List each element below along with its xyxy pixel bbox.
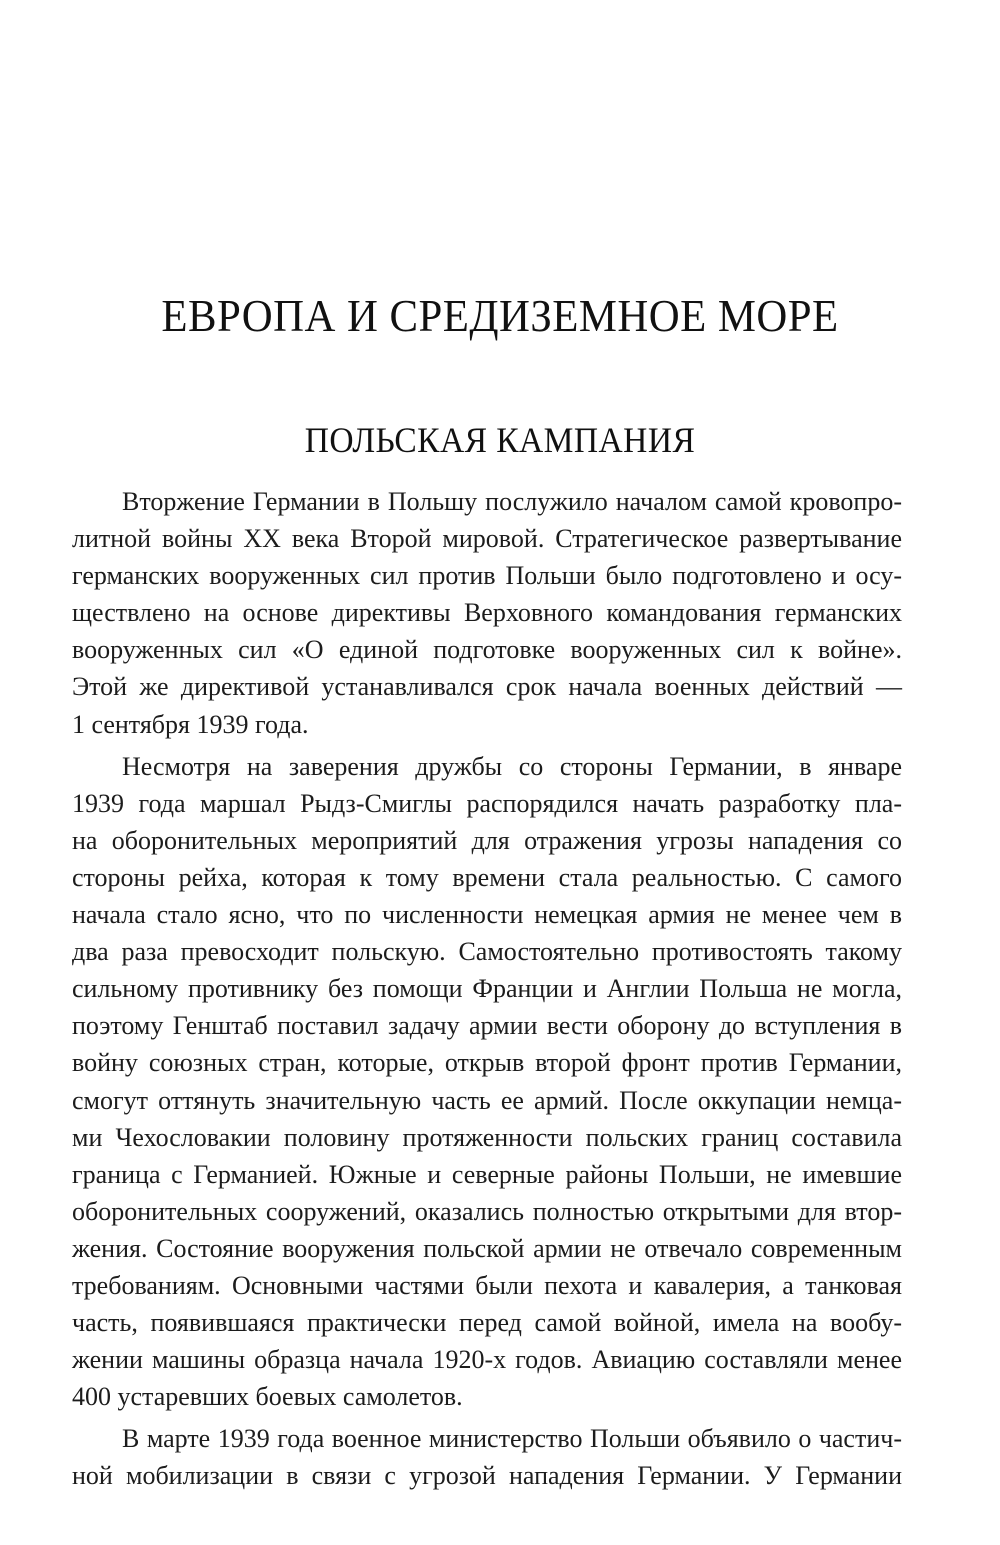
text-line: 1 сентября 1939 года. — [72, 709, 309, 739]
text-line: граница с Германией. Южные и северные районы Польши, не имевшие — [72, 1159, 902, 1189]
text-line: поэтому Генштаб поставил задачу армии вести оборону до вступления в — [72, 1011, 902, 1041]
body-text — [72, 483, 902, 1495]
text-line: ми Чехословакии половину протяженности польских границ составила — [72, 1122, 902, 1152]
text-line: 400 устаревших боевых самолетов. — [72, 1382, 463, 1412]
text-line: жении машины образца начала 1920-х годов. Авиацию составляли менее — [72, 1345, 902, 1375]
text-line: вооруженных сил «О единой подготовке вооруженных сил к войне». — [72, 635, 902, 665]
text-line: Этой же директивой устанавливался срок начала военных действий — — [72, 672, 902, 702]
text-line: 1939 года маршал Рыдз-Смиглы распорядился начать разработку пла- — [72, 788, 902, 818]
text-line: на оборонительных мероприятий для отражения угрозы нападения со — [72, 825, 902, 855]
text-line: Несмотря на заверения дружбы со стороны Германии, в январе — [122, 751, 902, 781]
chapter-title: ЕВРОПА И СРЕДИЗЕМНОЕ МОРЕ — [161, 290, 839, 341]
text-line: войну союзных стран, которые, открыв второй фронт против Германии, — [72, 1048, 902, 1078]
text-line: германских вооруженных сил против Польши было подготовлено и осу- — [72, 561, 902, 591]
text-line: часть, появившаяся практически перед самой войной, имела на вообу- — [72, 1308, 902, 1338]
text-line: жения. Состояние вооружения польской армии не отвечало современным — [72, 1233, 902, 1263]
text-line: смогут оттянуть значительную часть ее армий. После оккупации немца- — [72, 1085, 902, 1115]
text-line: Вторжение Германии в Польшу послужило началом самой кровопро- — [122, 487, 902, 516]
text-line: В марте 1939 года военное министерство Польши объявило о частич- — [122, 1424, 902, 1454]
text-line: стороны рейха, которая к тому времени стала реальностью. С самого — [72, 862, 902, 892]
text-line: ной мобилизации в связи с угрозой нападения Германии. У Германии — [72, 1461, 902, 1491]
section-title: ПОЛЬСКАЯ КАМПАНИЯ — [304, 420, 696, 460]
text-line: литной войны XX века Второй мировой. Стратегическое развертывание — [72, 524, 902, 554]
text-line: сильному противнику без помощи Франции и Англии Польша не могла, — [72, 974, 902, 1004]
text-line: два раза превосходит польскую. Самостоятельно противостоять такому — [72, 937, 902, 967]
text-line: ществлено на основе директивы Верховного командования германских — [72, 598, 902, 628]
text-line: оборонительных сооружений, оказались полностью открытыми для втор- — [72, 1196, 902, 1226]
text-line: требованиям. Основными частями были пехота и кавалерия, а танковая — [72, 1270, 902, 1300]
text-line: начала стало ясно, что по численности немецкая армия не менее чем в — [72, 900, 902, 930]
